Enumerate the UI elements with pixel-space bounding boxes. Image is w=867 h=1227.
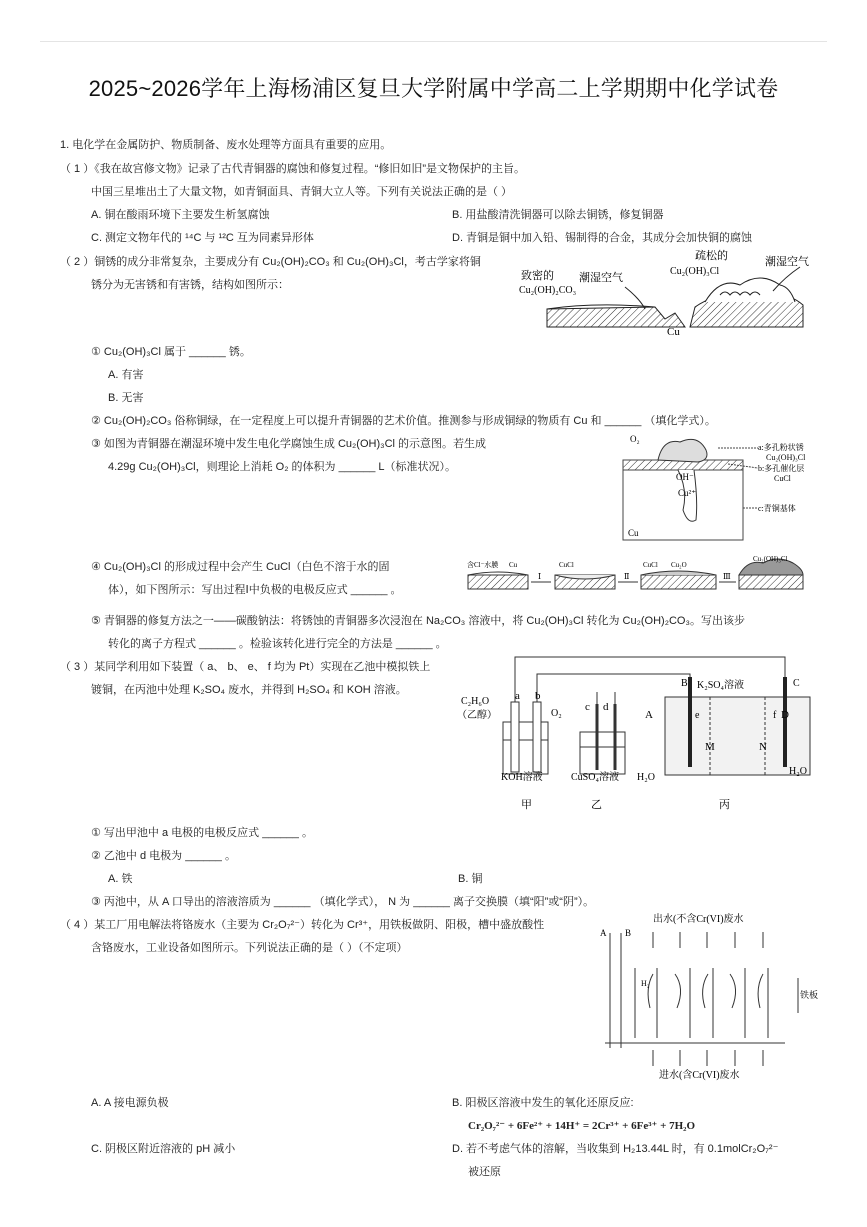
fig4-label-A: A xyxy=(645,709,653,721)
fig2-label-c: c:青铜基体 xyxy=(758,504,796,513)
part4-option-b[interactable]: B. 阳极区溶液中发生的氧化还原反应: xyxy=(452,1097,634,1109)
fig4-label-b: b xyxy=(535,690,541,702)
electrolysis-apparatus-figure xyxy=(455,652,815,814)
fig4-label-yi: 乙 xyxy=(591,799,602,811)
part4-stem-2: 含铬废水，工业设备如图所示。下列说法正确的是（ ）（不定项） xyxy=(91,942,408,954)
fig3-label-cucl-2: CuCl xyxy=(643,561,658,569)
fig1-label-chloride: Cu₂(OH)₃Cl xyxy=(670,266,720,277)
part2-sub5-2: 转化的离子方程式 ______ 。检验该转化进行完全的方法是 ______ 。 xyxy=(108,638,447,650)
corrosion-figure xyxy=(618,430,818,545)
fig4-label-jia: 甲 xyxy=(521,799,532,811)
part4-stem: （ 4 ）某工厂用电解法将铬废水（主要为 Cr₂O₇²⁻）转化为 Cr³⁺，用铁板做阴、阳极，槽中盛放酸性 xyxy=(60,919,545,931)
part2-sub2: ② Cu₂(OH)₂CO₃ 俗称铜绿，在一定程度上可以提升青铜器的艺术价值。推测参与形成铜绿的物质有 Cu 和 ______ （填化学式）。 xyxy=(91,415,716,427)
fig4-label-c2h6o: C₂H₆O xyxy=(461,696,490,707)
fig4-label-D: D xyxy=(781,709,789,721)
rust-structure-figure xyxy=(515,247,815,337)
chromium-electrolysis-figure xyxy=(595,908,820,1083)
fig5-label-inlet: 进水(含Cr(VI)废水 xyxy=(659,1070,740,1081)
part1-option-b[interactable]: B. 用盐酸清洗铜器可以除去铜锈，修复铜器 xyxy=(452,209,664,221)
part2-sub3: ③ 如图为青铜器在潮湿环境中发生电化学腐蚀生成 Cu₂(OH)₃Cl 的示意图。若生成 xyxy=(91,438,487,450)
fig4-label-cuso4: CuSO₄溶液 xyxy=(571,772,619,783)
part4-option-d[interactable]: D. 若不考虑气体的溶解，当收集到 H₂13.44L 时，有 0.1molCr₂O₇²⁻ xyxy=(452,1143,779,1155)
header-rule xyxy=(40,41,827,42)
fig2-label-o2: O₂ xyxy=(630,434,640,444)
part1-option-a[interactable]: A. 铜在酸雨环境下主要发生析氢腐蚀 xyxy=(91,209,270,221)
fig4-label-N: N xyxy=(759,741,767,753)
part3-sub2-option-b[interactable]: B. 铜 xyxy=(458,873,483,885)
fig4-label-B: B xyxy=(681,678,688,689)
fig3-label-final: Cu₂(OH)₃Cl xyxy=(753,555,788,563)
part1-stem-2: 中国三星堆出土了大量文物，如青铜面具、青铜大立人等。下列有关说法正确的是（ ） xyxy=(91,186,513,198)
fig5-label-side: 铁板 xyxy=(800,990,819,1000)
part3-stem: （ 3 ）某同学利用如下装置（ a、 b、 e、 f 均为 Pt）实现在乙池中模拟铁上 xyxy=(60,661,431,673)
fig4-label-C: C xyxy=(793,678,800,689)
fig2-label-cu: Cu xyxy=(628,528,639,538)
part1-option-c[interactable]: C. 测定文物年代的 ¹⁴C 与 ¹²C 互为同素异形体 xyxy=(91,232,314,244)
fig1-label-dense: 致密的 xyxy=(521,270,554,282)
fig4-label-k2so4: K₂SO₄溶液 xyxy=(697,680,744,691)
fig4-label-f: f xyxy=(773,710,777,721)
fig3-label-cu: Cu xyxy=(509,561,518,569)
fig4-label-bing: 丙 xyxy=(719,799,730,811)
part2-sub4: ④ Cu₂(OH)₃Cl 的形成过程中会产生 CuCl（白色不溶于水的固 xyxy=(91,561,390,573)
fig2-label-cu2: Cu²⁺ xyxy=(678,488,696,498)
fig4-label-h2o-left: H₂O xyxy=(637,772,655,783)
fig4-label-ethanol: （乙醇） xyxy=(457,710,497,721)
part3-sub2: ② 乙池中 d 电极为 ______ 。 xyxy=(91,850,236,862)
fig2-label-a2: Cu₂(OH)₃Cl xyxy=(766,453,806,462)
part4-option-d-2: 被还原 xyxy=(468,1166,501,1178)
fig1-label-loose: 疏松的 xyxy=(695,250,728,262)
fig1-label-cu: Cu xyxy=(667,326,680,337)
fig3-step-3: Ⅲ xyxy=(723,572,731,581)
fig5-label-h2: H₂ xyxy=(641,979,650,988)
fig2-label-b2: CuCl xyxy=(774,474,791,483)
fig3-label-cu2o: Cu₂O xyxy=(671,561,687,569)
part1-option-d[interactable]: D. 青铜是铜中加入铅、锡制得的合金，其成分会加快铜的腐蚀 xyxy=(452,232,753,244)
fig1-label-air: 潮湿空气 xyxy=(579,272,623,284)
part2-stem-2: 锈分为无害锈和有害锈，结构如图所示： xyxy=(91,279,289,291)
fig4-label-e: e xyxy=(695,710,700,721)
fig3-label-cucl: CuCl xyxy=(559,561,574,569)
fig4-label-M: M xyxy=(705,741,715,753)
part4-option-b-equation: Cr₂O₇²⁻ + 6Fe²⁺ + 14H⁺ = 2Cr³⁺ + 6Fe³⁺ + 7H₂O xyxy=(468,1120,696,1132)
part2-sub5: ⑤ 青铜器的修复方法之一——碳酸钠法：将锈蚀的青铜器多次浸泡在 Na₂CO₃ 溶液中，将 Cu₂(OH)₃Cl 转化为 Cu₂(OH)₂CO₃。写出该步 xyxy=(91,615,745,627)
fig3-label-film: 含Cl⁻水膜 xyxy=(467,561,499,569)
fig4-label-a: a xyxy=(515,690,520,702)
part2-sub1-option-a[interactable]: A. 有害 xyxy=(108,369,144,381)
part3-stem-2: 镀铜，在丙池中处理 K₂SO₄ 废水，并得到 H₂SO₄ 和 KOH 溶液。 xyxy=(91,684,407,696)
part3-sub3: ③ 丙池中，从 A 口导出的溶液溶质为 ______ （填化学式）， N 为 ______ 离子交换膜（填“阳”或“阴”）。 xyxy=(91,896,595,908)
fig3-step-2: Ⅱ xyxy=(624,572,630,581)
fig3-step-1: Ⅰ xyxy=(538,572,542,581)
part2-sub1-option-b[interactable]: B. 无害 xyxy=(108,392,144,404)
fig5-label-outlet: 出水(不含Cr(VI)废水 xyxy=(653,914,744,925)
part4-option-c[interactable]: C. 阴极区附近溶液的 pH 减小 xyxy=(91,1143,236,1155)
part4-option-a[interactable]: A. A 接电源负极 xyxy=(91,1097,169,1109)
part2-sub4-2: 体），如下图所示：写出过程Ⅰ中负极的电极反应式 ______ 。 xyxy=(108,584,402,596)
part2-sub1: ① Cu₂(OH)₃Cl 属于 ______ 锈。 xyxy=(91,346,251,358)
page-title: 2025~2026学年上海杨浦区复旦大学附属中学高二上学期期中化学试卷 xyxy=(88,76,779,101)
fig2-label-oh: OH⁻ xyxy=(676,472,694,482)
part2-sub3-2: 4.29g Cu₂(OH)₃Cl，则理论上消耗 O₂ 的体积为 ______ L（标准状况）。 xyxy=(108,461,456,473)
fig1-label-carbonate: Cu₂(OH)₂CO₃ xyxy=(519,285,577,296)
fig4-label-h2o-right: H₂O xyxy=(789,766,807,777)
fig4-label-o2: O₂ xyxy=(551,708,562,719)
part3-sub2-option-a[interactable]: A. 铁 xyxy=(108,873,133,885)
part1-stem: （ 1 ）《我在故宫修文物》记录了古代青铜器的腐蚀和修复过程。“修旧如旧”是文物保护的主旨。 xyxy=(60,163,526,175)
part2-stem: （ 2 ）铜锈的成分非常复杂，主要成分有 Cu₂(OH)₂CO₃ 和 Cu₂(OH)₃Cl，考古学家将铜 xyxy=(60,256,481,268)
fig4-label-koh: KOH溶液 xyxy=(501,772,543,783)
fig5-label-A: A xyxy=(600,928,607,938)
question-intro: 1. 电化学在金属防护、物质制备、废水处理等方面具有重要的应用。 xyxy=(60,139,392,151)
fig4-label-c: c xyxy=(585,701,590,713)
cucl-process-figure xyxy=(463,553,813,598)
fig2-label-a1: a:多孔粉状锈 xyxy=(758,443,804,452)
fig4-label-d: d xyxy=(603,701,609,713)
part3-sub1: ① 写出甲池中 a 电极的电极反应式 ______ 。 xyxy=(91,827,313,839)
fig1-label-air-2: 潮湿空气 xyxy=(765,256,809,268)
fig2-label-b1: b:多孔催化层 xyxy=(758,464,805,473)
fig5-label-B: B xyxy=(625,928,632,938)
